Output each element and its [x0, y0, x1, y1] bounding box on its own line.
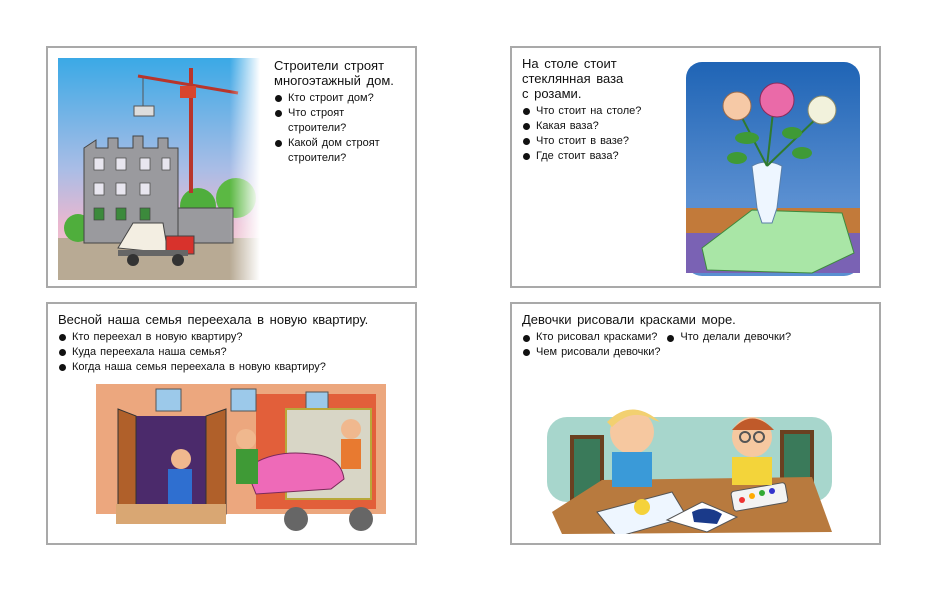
question-list	[274, 91, 414, 166]
card-text	[522, 56, 682, 164]
question-item: Что делали девочки?	[666, 331, 791, 343]
question-item: Что стоит в вазе?	[522, 134, 682, 149]
moving-illustration	[96, 384, 386, 534]
card-text	[274, 58, 414, 166]
construction-illustration	[58, 58, 260, 280]
card-text	[58, 312, 408, 375]
title-line: с розами.	[522, 86, 582, 101]
question-item: Когда наша семья переехала в новую квартиру?	[58, 360, 408, 375]
card-painting	[510, 302, 881, 545]
card-moving	[46, 302, 417, 545]
question-item: Что стоит на столе?	[522, 104, 682, 119]
question-item: Какой дом строят строители?	[274, 136, 408, 166]
question-item: Кто рисовал красками?	[522, 331, 657, 343]
title-line: стеклянная ваза	[522, 71, 624, 86]
painting-illustration	[542, 392, 842, 534]
question-list	[522, 104, 682, 164]
question-item: Чем рисовали девочки?	[522, 345, 872, 360]
question-list	[522, 330, 872, 360]
question-item: Кто строит дом?	[274, 91, 414, 106]
question-item: Что строят строители?	[274, 106, 378, 136]
question-item: Где стоит ваза?	[522, 149, 682, 164]
card-construction	[46, 46, 417, 288]
question-item: Какая ваза?	[522, 119, 682, 134]
question-item: Куда переехала наша семья?	[58, 345, 408, 360]
card-text	[522, 312, 872, 360]
question-list	[58, 330, 408, 375]
card-title: Девочки рисовали красками море.	[522, 312, 736, 327]
vase-illustration	[682, 58, 864, 280]
title-line: многоэтажный дом.	[274, 73, 394, 88]
question-item: Кто переехал в новую квартиру?	[58, 330, 408, 345]
card-title	[522, 56, 682, 101]
title-line: Строители строят	[274, 58, 385, 73]
card-vase	[510, 46, 881, 288]
title-line: На столе стоит	[522, 56, 617, 71]
card-title: Весной наша семья переехала в новую квартиру.	[58, 312, 369, 327]
card-title	[274, 58, 414, 88]
